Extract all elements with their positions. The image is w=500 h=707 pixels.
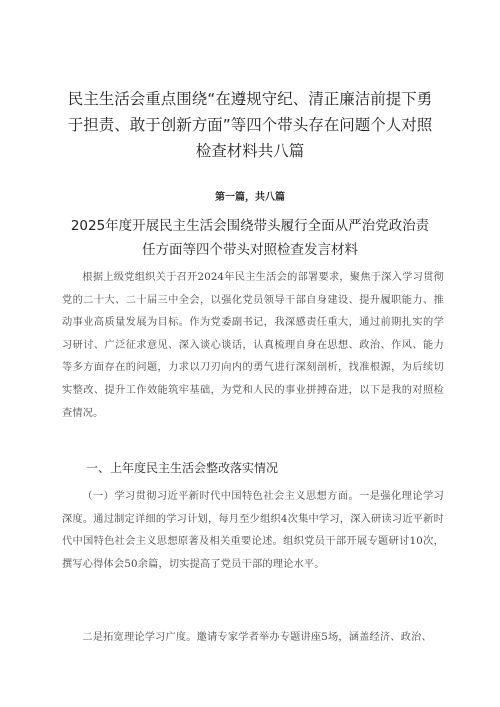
part-label: 第一篇，共八篇 — [215, 192, 285, 203]
document-title: 民主生活会重点围绕“在遵规守纪、清正廉洁前提下勇于担责、敢于创新方面”等四个带头存在问题个人对照检查材料共八篇 — [67, 90, 433, 160]
article-subtitle: 2025年度开展民主生活会围绕带头履行全面从严治党政治责任方面等四个带头对照检查发言材料 — [70, 218, 430, 258]
section-heading: 一、上年度民主生活会整改落实情况 — [86, 461, 279, 475]
intro-paragraph: 根据上级党组织关于召开2024年民主生活会的部署要求，聚焦于深入学习贯彻党的二十大、二十届三中全会，以强化党员领导干部自身建设、提升履职能力、推动事业高质量发展为目标。作为党委副书记，我深感责任重大，通过前期扎实的学习研讨、广泛征求意见、深入谈心谈话，认真梳理自身在思想、政治、作风、能力等多方面存在的问题，力求以刀刃向内的勇气进行深刻剖析，找准根源，为后续切实整改、提升工作效能筑牢基础，为党和人民的事业拼搏奋进，以下是我的对照检查情况。 — [62, 272, 444, 419]
body-paragraph: （一）学习贯彻习近平新时代中国特色社会主义思想方面。一是强化理论学习深度。通过制定详细的学习计划，每月至少组织4次集中学习，深入研读习近平新时代中国特色社会主义思想原著及相关重要论述。组织党员干部开展专题研讨10次，撰写心得体会50余篇，切实提高了党员干部的理论水平。 — [62, 491, 444, 570]
body-paragraph: 二是拓宽理论学习广度。邀请专家学者举办专题讲座5场，涵盖经济、政治、 — [82, 632, 432, 643]
